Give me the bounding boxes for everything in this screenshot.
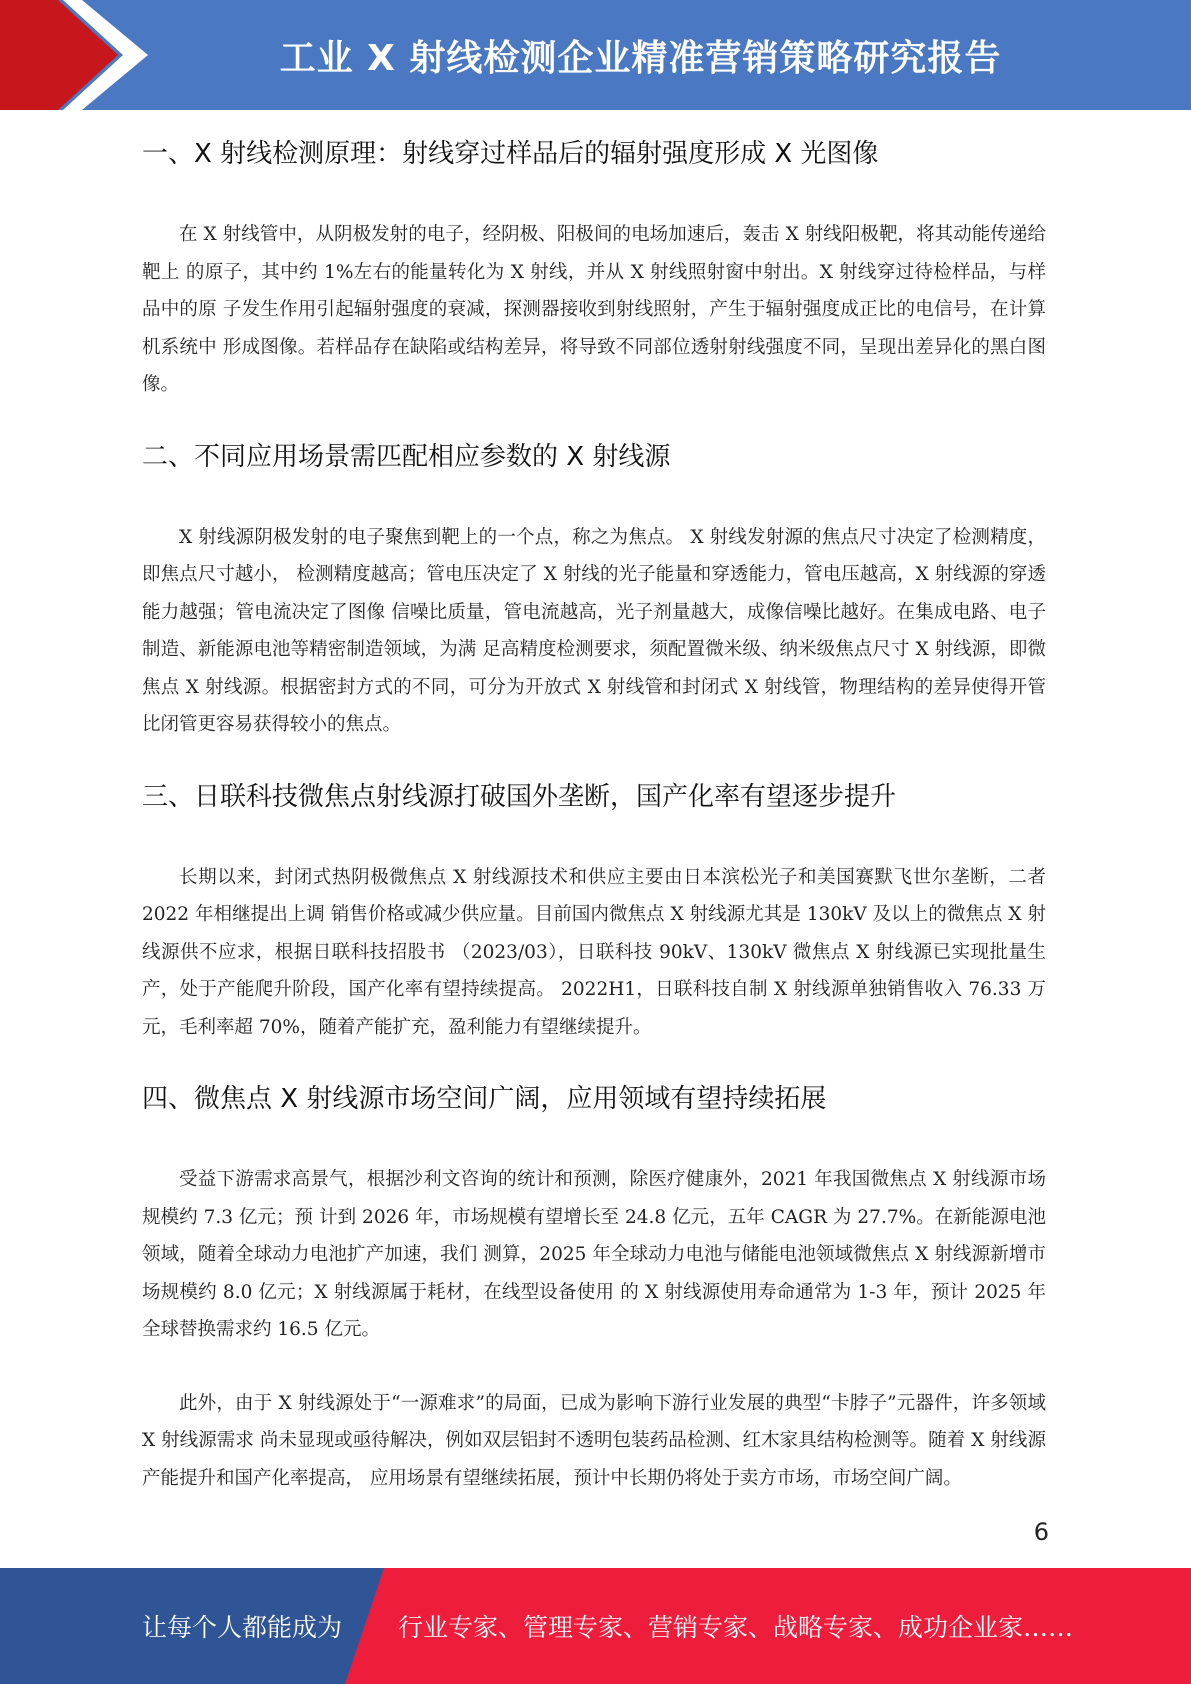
page-footer xyxy=(0,1568,1191,1684)
section-1-paragraph: 在 X 射线管中，从阴极发射的电子，经阴极、阳极间的电场加速后，轰击 X 射线阳极靶，将其动能传递给靶上 的原子，其中约 1%左右的能量转化为 X 射线，并从 X 射线照射窗中射出。X 射线穿过待检样品，与样品中的原 子发生作用引起辐射强度的衰减，探测器接收到射线照射，产生于辐射强度成正比的电信号，在计算机系统中 形成图像。若样品存在缺陷或结构差异，将导致不同部位透射射线强度不同，呈现出差异化的黑白图像。 xyxy=(142,224,1046,395)
section-2-paragraph: X 射线源阴极发射的电子聚焦到靶上的一个点，称之为焦点。 X 射线发射源的焦点尺寸决定了检测精度，即焦点尺寸越小， 检测精度越高；管电压决定了 X 射线的光子能量和穿透能力，管电压越高，X 射线源的穿透能力越强；管电流决定了图像 信噪比质量，管电流越高，光子剂量越大，成像信噪比越好。在集成电路、电子制造、新能源电池等精密制造领域，为满 足高精度检测要求，须配置微米级、纳米级焦点尺寸 X 射线源，即微焦点 X 射线源。根据密封方式的不同，可分为开放式 X 射线管和封闭式 X 射线管，物理结构的差异使得开管比闭管更容易获得较小的焦点。 xyxy=(142,526,1046,735)
section-4-heading: 四、微焦点 X 射线源市场空间广阔，应用领域有望持续拓展 xyxy=(142,1084,827,1114)
document-title: 工业 X 射线检测企业精准营销策略研究报告 xyxy=(279,37,1002,79)
section-2-heading: 二、不同应用场景需匹配相应参数的 X 射线源 xyxy=(142,441,671,472)
section-3-heading: 三、日联科技微焦点射线源打破国外垄断，国产化率有望逐步提升 xyxy=(142,781,897,812)
section-1-heading: 一、X 射线检测原理：射线穿过样品后的辐射强度形成 X 光图像 xyxy=(142,139,879,169)
footer-slogan-right: 行业专家、管理专家、营销专家、战略专家、成功企业家…… xyxy=(398,1613,1074,1642)
section-3-paragraph: 长期以来，封闭式热阴极微焦点 X 射线源技术和供应主要由日本滨松光子和美国赛默飞世尔垄断，二者 2022 年相继提出上调 销售价格或减少供应量。目前国内微焦点 X 射线源尤其是 130kV 及以上的微焦点 X 射线源供不应求，根据日联科技招股书 （2023/03），日联科技 90kV、130kV 微焦点 X 射线源已实现批量生产，处于产能爬升阶段，国产化率有望持续提高。 2022H1，日联科技自制 X 射线源单独销售收入 76.33 万元，毛利率超 70%，随着产能扩充，盈利能力有望继续提升。 xyxy=(142,866,1046,1038)
section-4-paragraph-2: 此外，由于 X 射线源处于“一源难求”的局面，已成为影响下游行业发展的典型“卡脖子”元器件，许多领域 X 射线源需求 尚未显现或亟待解决，例如双层铝封不透明包装药品检测、红木家具结构检测等。随着 X 射线源产能提升和国产化率提高， 应用场景有望继续拓展，预计中长期仍将处于卖方市场，市场空间广阔。 xyxy=(142,1392,1046,1489)
section-4-paragraph-1: 受益下游需求高景气，根据沙利文咨询的统计和预测，除医疗健康外，2021 年我国微焦点 X 射线源市场规模约 7.3 亿元；预 计到 2026 年，市场规模有望增长至 24.8 亿元，五年 CAGR 为 27.7%。在新能源电池领域，随着全球动力电池扩产加速，我们 测算，2025 年全球动力电池与储能电池领域微焦点 X 射线源新增市场规模约 8.0 亿元；X 射线源属于耗材，在线型设备使用 的 X 射线源使用寿命通常为 1-3 年，预计 2025 年全球替换需求约 16.5 亿元。 xyxy=(142,1169,1046,1340)
page-number: 6 xyxy=(1033,1518,1049,1546)
report-body xyxy=(142,130,1046,1497)
footer-slogan-left: 让每个人都能成为 xyxy=(142,1613,343,1642)
page-header xyxy=(0,0,1191,110)
